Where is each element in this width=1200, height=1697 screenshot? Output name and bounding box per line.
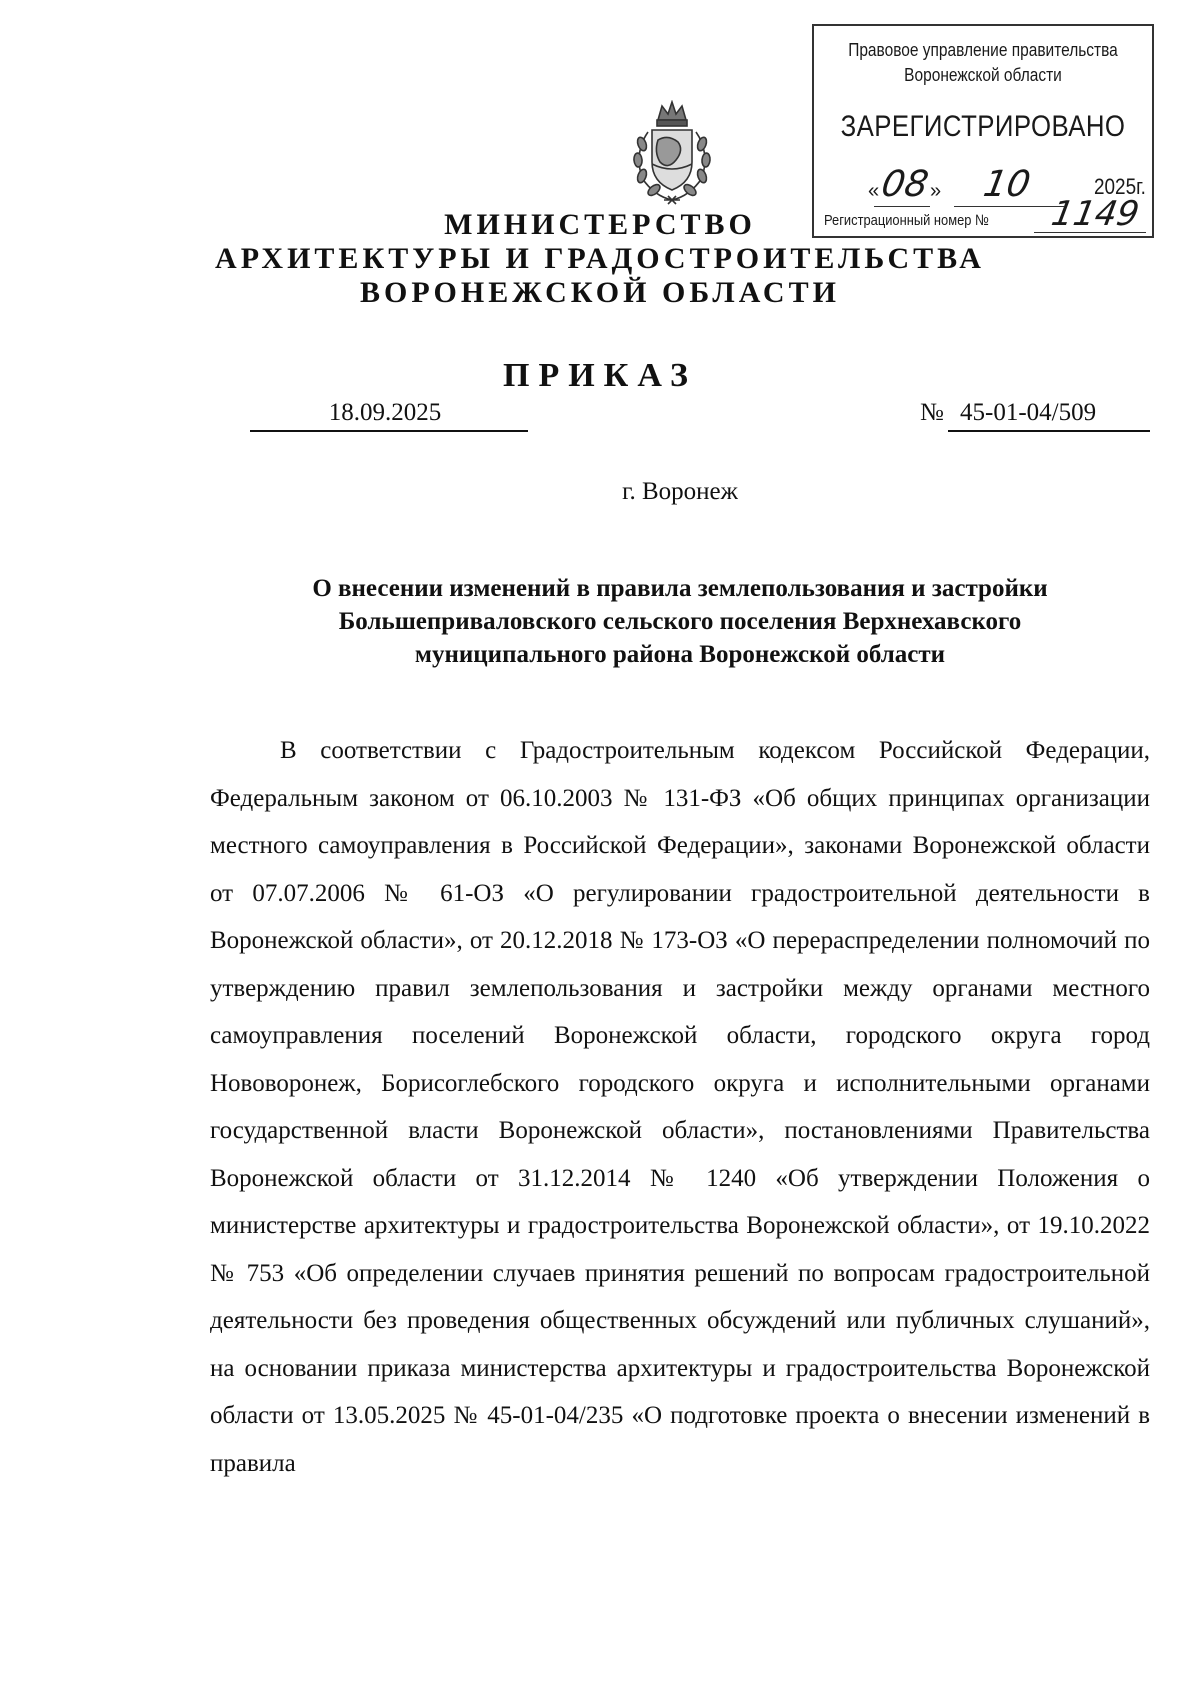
ministry-name-line-3: ВОРОНЕЖСКОЙ ОБЛАСТИ xyxy=(360,276,840,309)
subject-line-1: О внесении изменений в правила землепользования и застройки xyxy=(312,575,1048,602)
body-paragraph: В соответствии с Градостроительным кодексом Российской Федерации, Федеральным законом от 06.10.2003 № 131-ФЗ «Об общих принципах организации местного самоуправления в Российской Федерации», законами Воронежской области от 07.07.2006 № 61-ОЗ «О регулировании градостроительной деятельности в Воронежской области», от 20.12.2018 № 173-ОЗ «О перераспределении полномочий по утверждению правил землепользования и застройки между органами местного самоуправления поселений Воронежской области, городского округа город Нововоронеж, Борисоглебского городского округа и исполнительными органами государственной власти Воронежской области», постановлениями Правительства Воронежской области от 31.12.2014 № 1240 «Об утверждении Положения о министерстве архитектуры и градостроительства Воронежской области», от 19.10.2022 № 753 «Об определении случаев принятия решений по вопросам градостроительной деятельности без проведения общественных обсуждений или публичных слушаний», на основании приказа министерства архитектуры и градостроительства Воронежской области от 13.05.2025 № 45-01-04/235 «О подготовке проекта о внесении изменений в правила xyxy=(210,737,1150,1477)
number-sign: № xyxy=(920,399,944,426)
stamp-date-month: 10 xyxy=(980,164,1034,205)
stamp-status: ЗАРЕГИСТРИРОВАНО xyxy=(840,110,1126,143)
subject-line-2: Большеприваловского сельского поселения Верхнехавского xyxy=(338,608,1022,635)
stamp-organization: Правовое управление правительства Воронежской области xyxy=(848,40,1118,85)
document-subject xyxy=(210,572,1150,671)
stamp-date-year: 2025г. xyxy=(1094,174,1146,199)
ministry-name-line-1: МИНИСТЕРСТВО xyxy=(444,208,756,241)
subject-line-3: муниципального района Воронежской области xyxy=(414,641,946,668)
stamp-date: « 08 » 10 2025г. xyxy=(868,164,1146,205)
document-number: 45-01-04/509 xyxy=(960,399,1097,426)
stamp-date-day: 08 xyxy=(878,164,932,205)
registration-stamp xyxy=(812,24,1154,238)
stamp-reg-number: 1149 xyxy=(1048,194,1143,234)
ministry-name-line-2: АРХИТЕКТУРЫ И ГРАДОСТРОИТЕЛЬСТВА xyxy=(215,242,985,275)
document-city: г. Воронеж xyxy=(622,478,738,505)
document-date: 18.09.2025 xyxy=(328,399,442,426)
coat-of-arms-icon xyxy=(628,100,716,208)
stamp-reg-label: Регистрационный номер № xyxy=(824,212,989,229)
document-type: ПРИКАЗ xyxy=(503,357,697,394)
